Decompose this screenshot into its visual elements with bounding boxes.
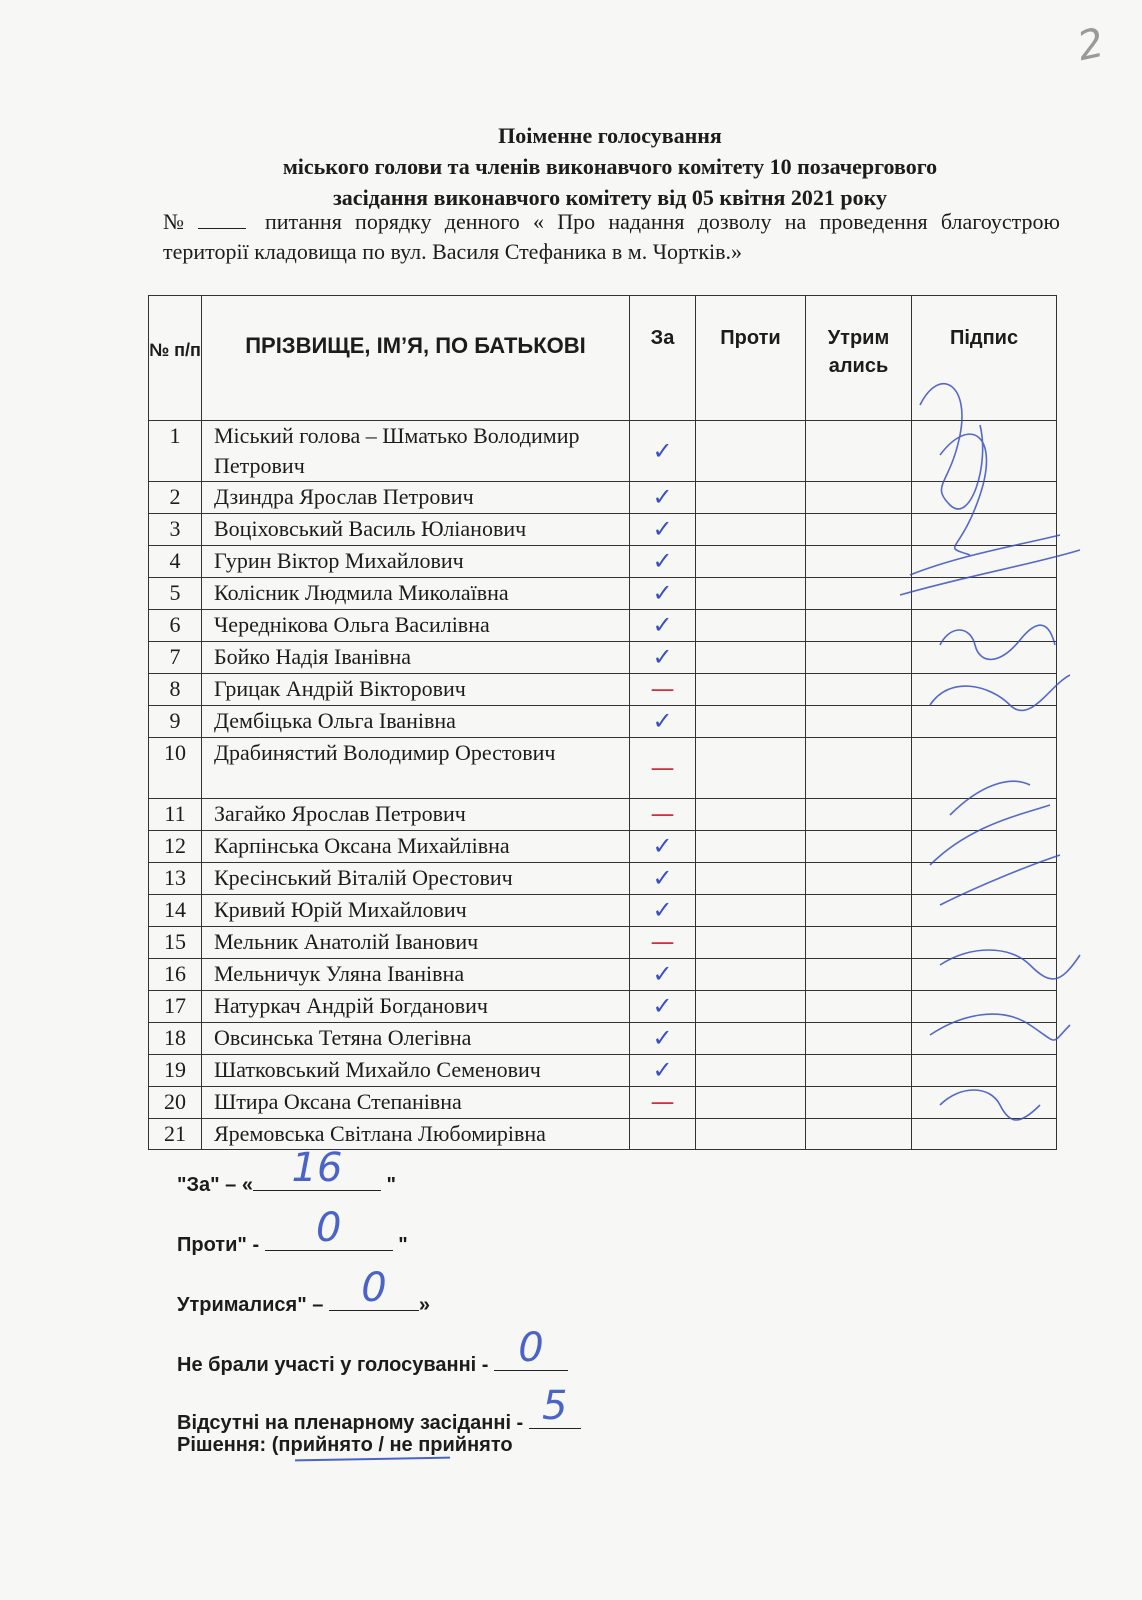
vote-for-cell [630, 799, 696, 831]
table-row [149, 578, 1057, 610]
vote-for-cell [630, 895, 696, 927]
vote-for-cell [630, 738, 696, 799]
row-number: 21 [149, 1119, 202, 1150]
vote-abstained-cell [806, 927, 912, 959]
summary-for [177, 1145, 397, 1197]
member-name: Грицак Андрій Вікторович [202, 674, 630, 706]
vote-against-cell [696, 482, 806, 514]
absent-dash-mark: — [650, 753, 675, 782]
absent-dash-mark: — [650, 1088, 675, 1116]
vote-abstained-cell [806, 642, 912, 674]
abstained-value: 0 [361, 1265, 387, 1311]
member-name: Натуркач Андрій Богданович [202, 991, 630, 1023]
member-name: Драбинястий Володимир Орестович [202, 738, 630, 799]
signature-cell [912, 959, 1057, 991]
row-number: 11 [149, 799, 202, 831]
row-number: 7 [149, 642, 202, 674]
vote-against-cell [696, 642, 806, 674]
checkmark-icon: ✓ [652, 579, 673, 607]
header-against: Проти [696, 296, 806, 421]
vote-abstained-cell [806, 863, 912, 895]
vote-for-cell [630, 991, 696, 1023]
checkmark-icon: ✓ [652, 864, 673, 892]
vote-for-cell [630, 1023, 696, 1055]
vote-against-cell [696, 578, 806, 610]
vote-against-cell [696, 738, 806, 799]
abstained-label: Утрималися" – [177, 1294, 324, 1316]
decision-handwritten-underline [295, 1453, 450, 1462]
vote-abstained-cell [806, 831, 912, 863]
summary-not-participated [177, 1325, 568, 1377]
checkmark-icon: ✓ [652, 643, 673, 671]
row-number: 9 [149, 706, 202, 738]
vote-for-cell [630, 674, 696, 706]
absent-label: Відсутні на пленарному засіданні - [177, 1412, 524, 1434]
checkmark-icon: ✓ [652, 436, 673, 465]
table-row [149, 1023, 1057, 1055]
member-name: Череднікова Ольга Василівна [202, 610, 630, 642]
table-row [149, 895, 1057, 927]
vote-for-cell [630, 578, 696, 610]
table-row [149, 991, 1057, 1023]
header-for: За [630, 296, 696, 421]
signature-cell [912, 1055, 1057, 1087]
table-row [149, 546, 1057, 578]
signature-cell [912, 799, 1057, 831]
vote-against-cell [696, 959, 806, 991]
table-row [149, 610, 1057, 642]
checkmark-icon: ✓ [652, 960, 673, 988]
decision-label: Рішення: (прийнято / не прийнято [177, 1434, 513, 1456]
vote-against-cell [696, 706, 806, 738]
vote-abstained-cell [806, 959, 912, 991]
signature-cell [912, 578, 1057, 610]
summary-absent [177, 1383, 581, 1435]
signature-cell [912, 927, 1057, 959]
vote-abstained-cell [806, 610, 912, 642]
vote-against-cell [696, 546, 806, 578]
signature-cell [912, 706, 1057, 738]
member-name: Мельничук Уляна Іванівна [202, 959, 630, 991]
row-number: 6 [149, 610, 202, 642]
member-name: Дембіцька Ольга Іванівна [202, 706, 630, 738]
vote-for-cell [630, 482, 696, 514]
checkmark-icon: ✓ [652, 707, 673, 735]
member-name: Мельник Анатолій Іванович [202, 927, 630, 959]
member-name: Яремовська Світлана Любомирівна [202, 1119, 630, 1150]
row-number: 1 [149, 421, 202, 482]
vote-for-cell [630, 927, 696, 959]
member-name: Кривий Юрій Михайлович [202, 895, 630, 927]
vote-abstained-cell [806, 706, 912, 738]
vote-for-cell [630, 959, 696, 991]
vote-abstained-cell [806, 991, 912, 1023]
signature-cell [912, 738, 1057, 799]
row-number: 10 [149, 738, 202, 799]
not-participated-value: 0 [518, 1325, 544, 1371]
absent-value: 5 [542, 1383, 568, 1429]
signature-cell [912, 610, 1057, 642]
question-number-sign: № [163, 209, 192, 234]
table-row [149, 514, 1057, 546]
vote-against-cell [696, 991, 806, 1023]
vote-against-cell [696, 610, 806, 642]
member-name: Кресінський Віталій Орестович [202, 863, 630, 895]
row-number: 4 [149, 546, 202, 578]
roll-call-table [148, 295, 1057, 1150]
row-number: 13 [149, 863, 202, 895]
summary-abstained [177, 1265, 431, 1317]
signature-cell [912, 514, 1057, 546]
table-row [149, 482, 1057, 514]
table-row [149, 1087, 1057, 1119]
vote-for-cell [630, 706, 696, 738]
checkmark-icon: ✓ [652, 992, 673, 1020]
vote-for-cell [630, 863, 696, 895]
signature-cell [912, 546, 1057, 578]
vote-against-cell [696, 674, 806, 706]
against-label-close: " [398, 1234, 408, 1256]
member-name: Воціховський Василь Юліанович [202, 514, 630, 546]
vote-abstained-cell [806, 514, 912, 546]
vote-abstained-cell [806, 1055, 912, 1087]
checkmark-icon: ✓ [652, 1024, 673, 1052]
vote-abstained-cell [806, 1119, 912, 1150]
member-name: Дзиндра Ярослав Петрович [202, 482, 630, 514]
signature-cell [912, 831, 1057, 863]
table-row [149, 642, 1057, 674]
vote-for-cell [630, 421, 696, 482]
vote-for-cell [630, 1119, 696, 1150]
vote-abstained-cell [806, 1023, 912, 1055]
vote-abstained-cell [806, 546, 912, 578]
table-row [149, 706, 1057, 738]
vote-against-cell [696, 831, 806, 863]
table-row [149, 1119, 1057, 1150]
table-row [149, 799, 1057, 831]
title-line-2: міського голови та членів виконавчого комітету 10 позачергового [282, 154, 938, 179]
table-header-row [149, 296, 1057, 421]
checkmark-icon: ✓ [652, 896, 673, 924]
checkmark-icon: ✓ [652, 515, 673, 543]
title-line-3: засідання виконавчого комітету від 05 квітня 2021 року [332, 185, 888, 210]
header-num: № п/п [149, 296, 202, 421]
table-row [149, 863, 1057, 895]
vote-abstained-cell [806, 421, 912, 482]
row-number: 8 [149, 674, 202, 706]
vote-against-cell [696, 799, 806, 831]
member-name: Гурин Віктор Михайлович [202, 546, 630, 578]
summary-against [177, 1205, 408, 1257]
summary-decision [177, 1434, 513, 1457]
signature-cell [912, 642, 1057, 674]
not-participated-label: Не брали участі у голосуванні - [177, 1354, 489, 1376]
signature-cell [912, 674, 1057, 706]
absent-blank [529, 1383, 581, 1429]
document-title [160, 120, 1060, 213]
row-number: 2 [149, 482, 202, 514]
abstained-blank [329, 1265, 419, 1311]
against-value: 0 [315, 1205, 342, 1251]
signature-cell [912, 1023, 1057, 1055]
not-participated-blank [494, 1325, 568, 1371]
row-number: 12 [149, 831, 202, 863]
header-signature: Підпис [912, 296, 1057, 421]
vote-against-cell [696, 1119, 806, 1150]
checkmark-icon: ✓ [652, 611, 673, 639]
table-row [149, 959, 1057, 991]
for-label: "За" – « [177, 1174, 253, 1196]
checkmark-icon: ✓ [652, 1056, 673, 1084]
table-row [149, 421, 1057, 482]
agenda-question [163, 207, 1060, 267]
vote-abstained-cell [806, 895, 912, 927]
header-name: ПРІЗВИЩЕ, ІМ’Я, ПО БАТЬКОВІ [202, 296, 630, 421]
question-number-blank [198, 210, 246, 229]
for-value: 16 [291, 1145, 343, 1191]
vote-against-cell [696, 895, 806, 927]
member-name: Міський голова – Шматько Володимир Петрович [202, 421, 630, 482]
member-name: Загайко Ярослав Петрович [202, 799, 630, 831]
title-line-1: Поіменне голосування [498, 123, 722, 148]
absent-dash-mark: — [650, 675, 675, 703]
vote-for-cell [630, 831, 696, 863]
row-number: 15 [149, 927, 202, 959]
signature-cell [912, 1119, 1057, 1150]
signature-cell [912, 991, 1057, 1023]
checkmark-icon: ✓ [652, 547, 673, 575]
row-number: 3 [149, 514, 202, 546]
vote-for-cell [630, 1087, 696, 1119]
signature-cell [912, 895, 1057, 927]
table-row [149, 674, 1057, 706]
vote-for-cell [630, 1055, 696, 1087]
member-name: Овсинська Тетяна Олегівна [202, 1023, 630, 1055]
vote-against-cell [696, 1055, 806, 1087]
vote-for-cell [630, 514, 696, 546]
vote-abstained-cell [806, 738, 912, 799]
vote-against-cell [696, 514, 806, 546]
vote-abstained-cell [806, 799, 912, 831]
row-number: 5 [149, 578, 202, 610]
absent-dash-mark: — [650, 928, 675, 956]
table-row [149, 1055, 1057, 1087]
row-number: 19 [149, 1055, 202, 1087]
vote-abstained-cell [806, 482, 912, 514]
signature-cell [912, 1087, 1057, 1119]
member-name: Штира Оксана Степанівна [202, 1087, 630, 1119]
member-name: Шатковський Михайло Семенович [202, 1055, 630, 1087]
row-number: 18 [149, 1023, 202, 1055]
vote-abstained-cell [806, 1087, 912, 1119]
signature-cell [912, 421, 1057, 482]
vote-abstained-cell [806, 674, 912, 706]
question-text: питання порядку денного « Про надання дозволу на проведення благоустрою території кладовища по вул. Василя Стефаника в м. Чортків.» [163, 209, 1060, 264]
vote-for-cell [630, 610, 696, 642]
handwritten-page-number: 2 [1073, 19, 1108, 71]
signature-cell [912, 482, 1057, 514]
member-name: Колісник Людмила Миколаївна [202, 578, 630, 610]
signature-cell [912, 863, 1057, 895]
for-blank [253, 1145, 381, 1191]
vote-against-cell [696, 421, 806, 482]
member-name: Карпінська Оксана Михайлівна [202, 831, 630, 863]
header-abstained: Утрим ались [806, 296, 912, 421]
against-label: Проти" - [177, 1234, 260, 1256]
against-blank [265, 1205, 393, 1251]
table-row [149, 738, 1057, 799]
vote-for-cell [630, 642, 696, 674]
vote-for-cell [630, 546, 696, 578]
checkmark-icon: ✓ [652, 832, 673, 860]
abstained-label-close: » [418, 1294, 431, 1316]
row-number: 14 [149, 895, 202, 927]
member-name: Бойко Надія Іванівна [202, 642, 630, 674]
vote-abstained-cell [806, 578, 912, 610]
table-row [149, 927, 1057, 959]
row-number: 17 [149, 991, 202, 1023]
vote-against-cell [696, 1023, 806, 1055]
vote-against-cell [696, 927, 806, 959]
row-number: 20 [149, 1087, 202, 1119]
table-row [149, 831, 1057, 863]
vote-against-cell [696, 1087, 806, 1119]
vote-against-cell [696, 863, 806, 895]
absent-dash-mark: — [650, 800, 675, 828]
checkmark-icon: ✓ [652, 483, 673, 511]
row-number: 16 [149, 959, 202, 991]
for-label-close: " [386, 1174, 397, 1196]
